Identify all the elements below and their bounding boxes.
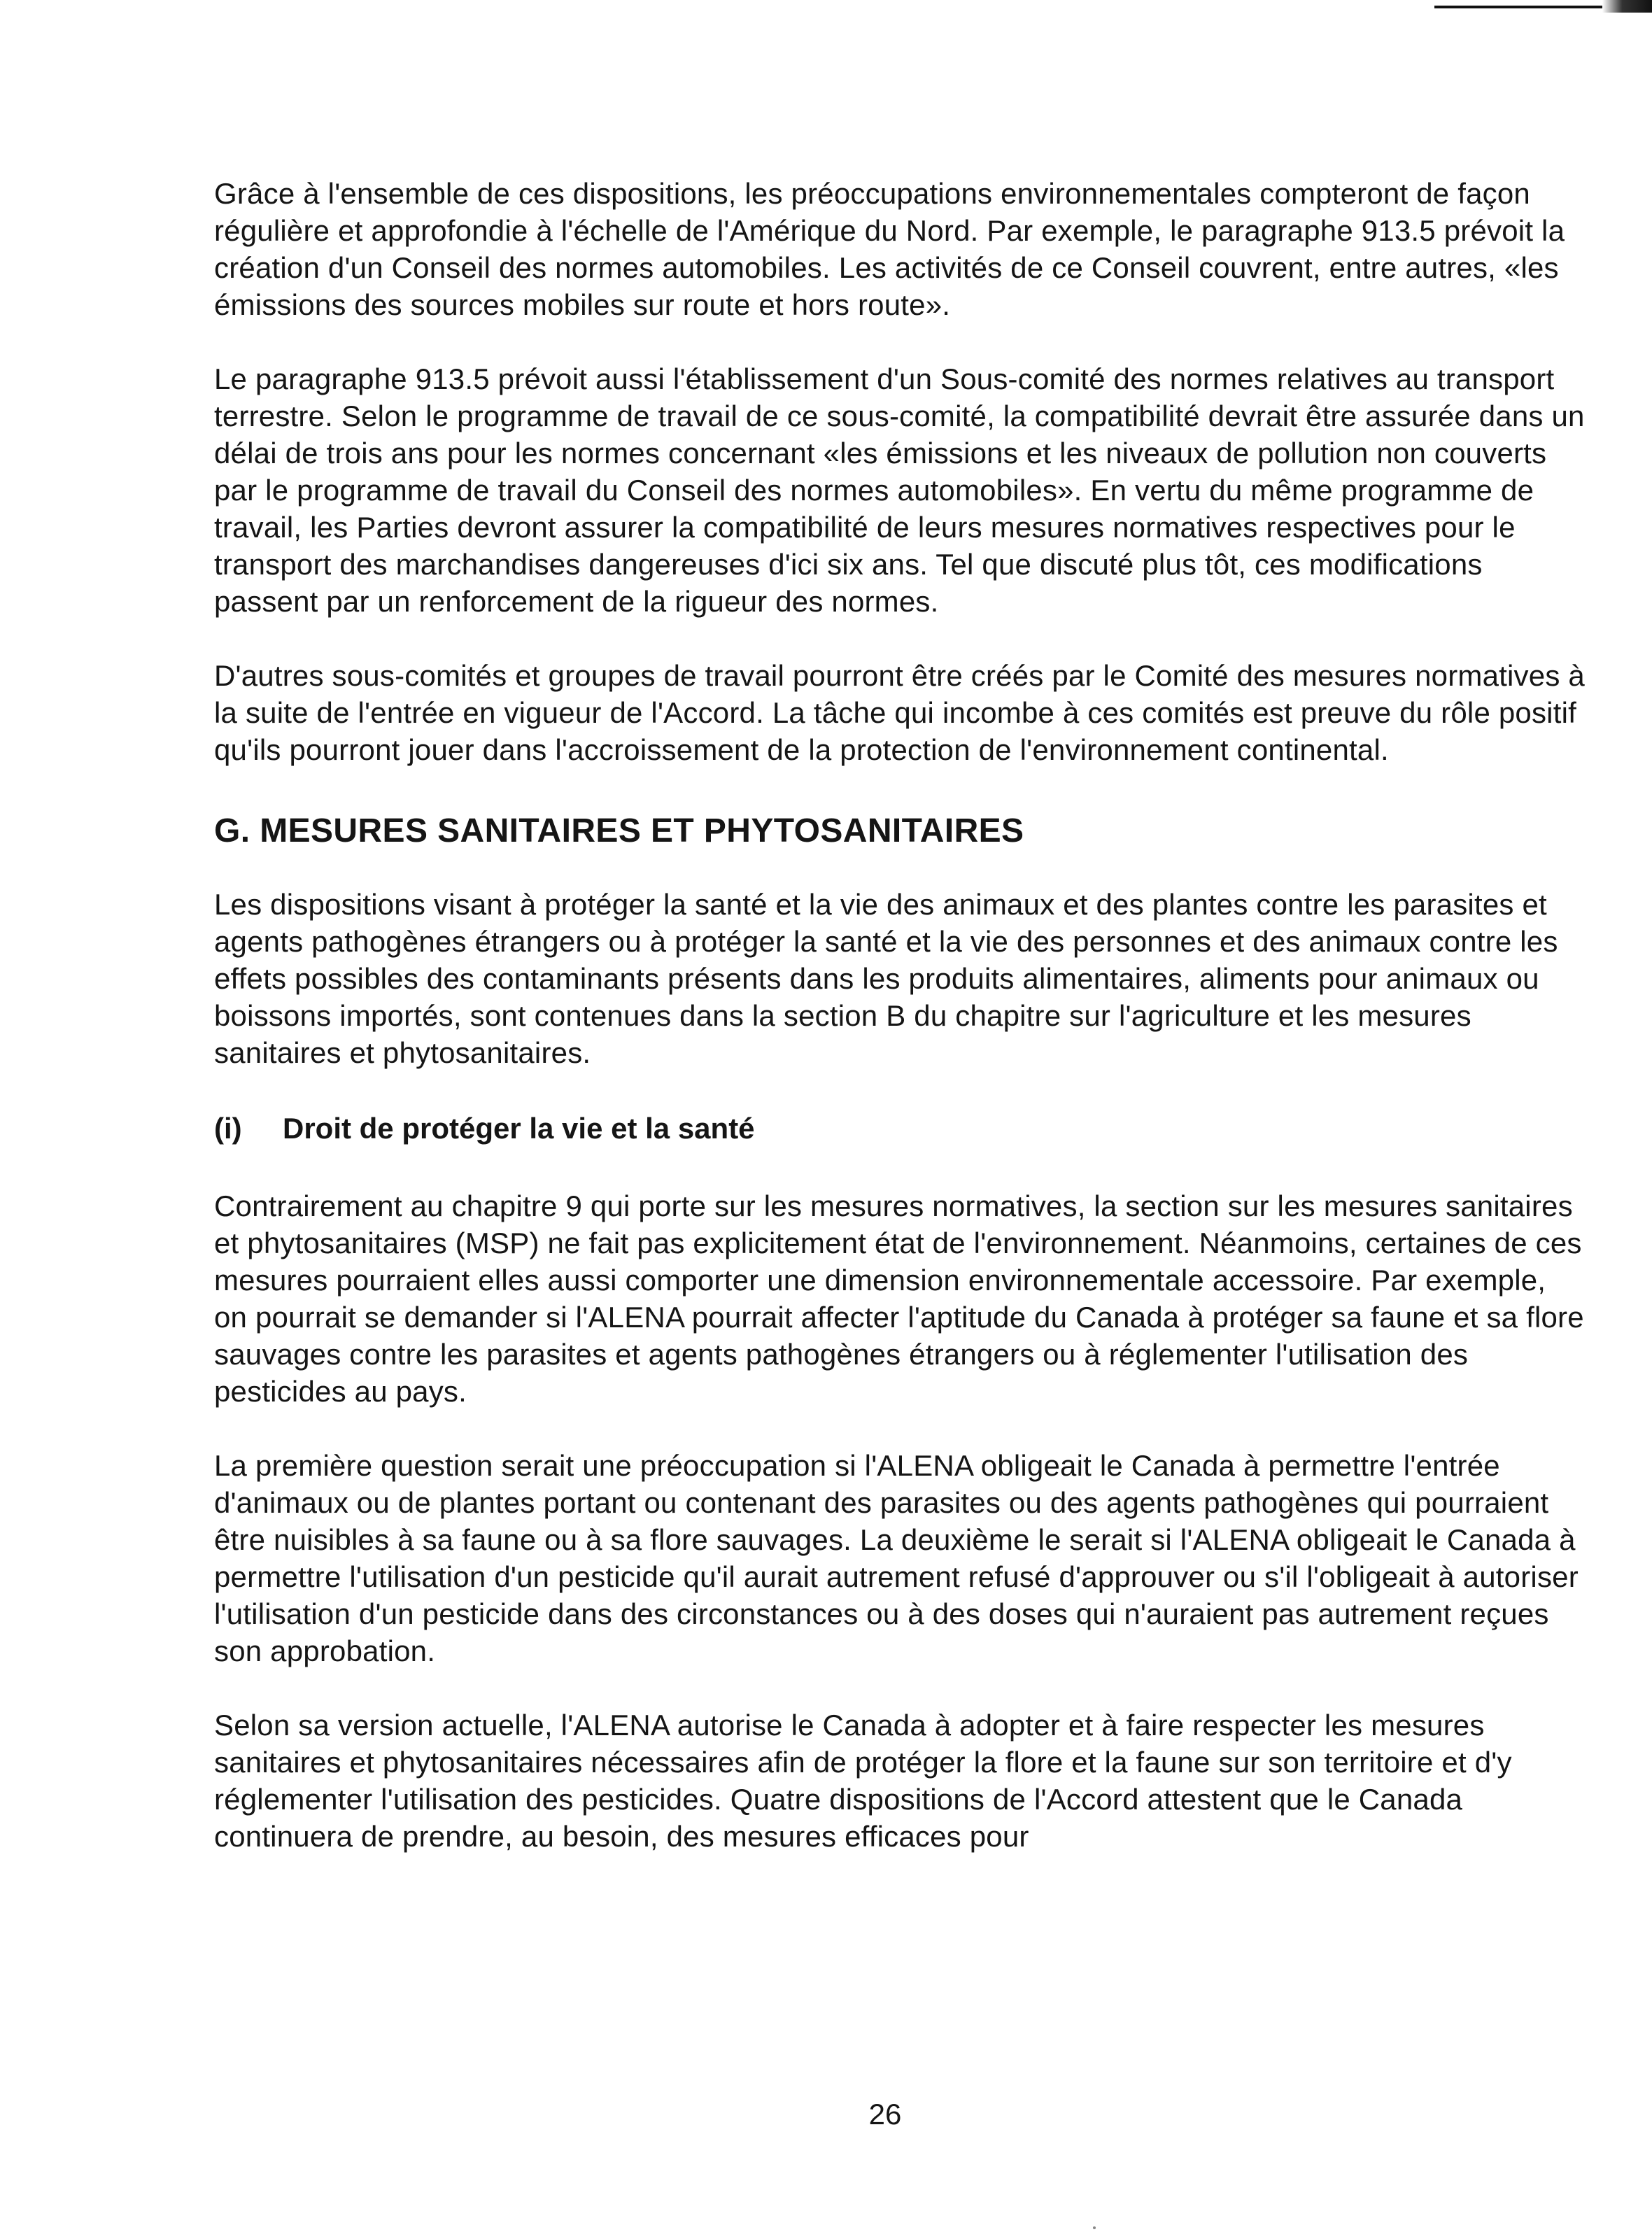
document-body: [214, 175, 1586, 1855]
page-number: 26: [868, 2098, 902, 2131]
subheading: [214, 1110, 1586, 1147]
paragraph-sous-comite: Le paragraphe 913.5 prévoit aussi l'établissement d'un Sous-comité des normes relatives au transport terrestre. Selon le programme de travail de ce sous-comité, la compatibilité devrait être assurée dans un délai de trois ans pour les normes concernant «les émissions et les niveaux de pollution non couverts par le programme de travail du Conseil des normes automobiles». En vertu du même programme de travail, les Parties devront assurer la compatibilité de leurs mesures normatives respectives pour le transport des marchandises dangereuses d'ici six ans. Tel que discuté plus tôt, ces modifications passent par un renforcement de la rigueur des normes.: [214, 362, 1585, 618]
paragraph-premiere-question: La première question serait une préoccupation si l'ALENA obligeait le Canada à permettre l'entrée d'animaux ou de plantes portant ou contenant des parasites ou des agents pathogènes qui pourraient être nuisibles à sa faune ou à sa flore sauvages. La deuxième le serait si l'ALENA obligeait le Canada à permettre l'utilisation d'un pesticide qu'il aurait autrement refusé d'approuver ou s'il l'obligeait à autoriser l'utilisation d'un pesticide dans des circonstances ou à des doses qui n'auraient pas autrement reçues son approbation.: [214, 1449, 1579, 1667]
scan-corner-mark: [1602, 0, 1652, 13]
paragraph-chapitre-9: Contrairement au chapitre 9 qui porte sur les mesures normatives, la section sur les mesures sanitaires et phytosanitaires (MSP) ne fait pas explicitement état de l'environnement. Néanmoins, certaines de ces mesures pourraient elles aussi comporter une dimension environnementale accessoire. Par exemple, on pourrait se demander si l'ALENA pourrait affecter l'aptitude du Canada à protéger sa faune et sa flore sauvages contre les parasites et agents pathogènes étrangers ou à réglementer l'utilisation des pesticides au pays.: [214, 1189, 1584, 1408]
subheading-title: Droit de protéger la vie et la santé: [283, 1112, 755, 1145]
scan-speck: [1093, 2226, 1096, 2229]
subheading-number: (i): [214, 1112, 242, 1145]
paragraph-version-actuelle: Selon sa version actuelle, l'ALENA autorise le Canada à adopter et à faire respecter les mesures sanitaires et phytosanitaires nécessaires afin de protéger la flore et la faune sur son territoire et d'y réglementer l'utilisation des pesticides. Quatre dispositions de l'Accord attestent que le Canada continuera de prendre, au besoin, des mesures efficaces pour: [214, 1709, 1512, 1853]
paragraph-autres-comites: D'autres sous-comités et groupes de travail pourront être créés par le Comité des mesures normatives à la suite de l'entrée en vigueur de l'Accord. La tâche qui incombe à ces comités est preuve du rôle positif qu'ils pourront jouer dans l'accroissement de la protection de l'environnement continental.: [214, 659, 1585, 766]
paragraph-section-intro: Les dispositions visant à protéger la santé et la vie des animaux et des plantes contre les parasites et agents pathogènes étrangers ou à protéger la santé et la vie des personnes et des animaux contre les effets possibles des contaminants présents dans les produits alimentaires, aliments pour animaux ou boissons importés, sont contenues dans la section B du chapitre sur l'agriculture et les mesures sanitaires et phytosanitaires.: [214, 888, 1558, 1069]
paragraph-dispositions: Grâce à l'ensemble de ces dispositions, les préoccupations environnementales compteront de façon régulière et approfondie à l'échelle de l'Amérique du Nord. Par exemple, le paragraphe 913.5 prévoit la création d'un Conseil des normes automobiles. Les activités de ce Conseil couvrent, entre autres, «les émissions des sources mobiles sur route et hors route».: [214, 177, 1565, 321]
section-heading: G. MESURES SANITAIRES ET PHYTOSANITAIRES: [214, 812, 1024, 849]
